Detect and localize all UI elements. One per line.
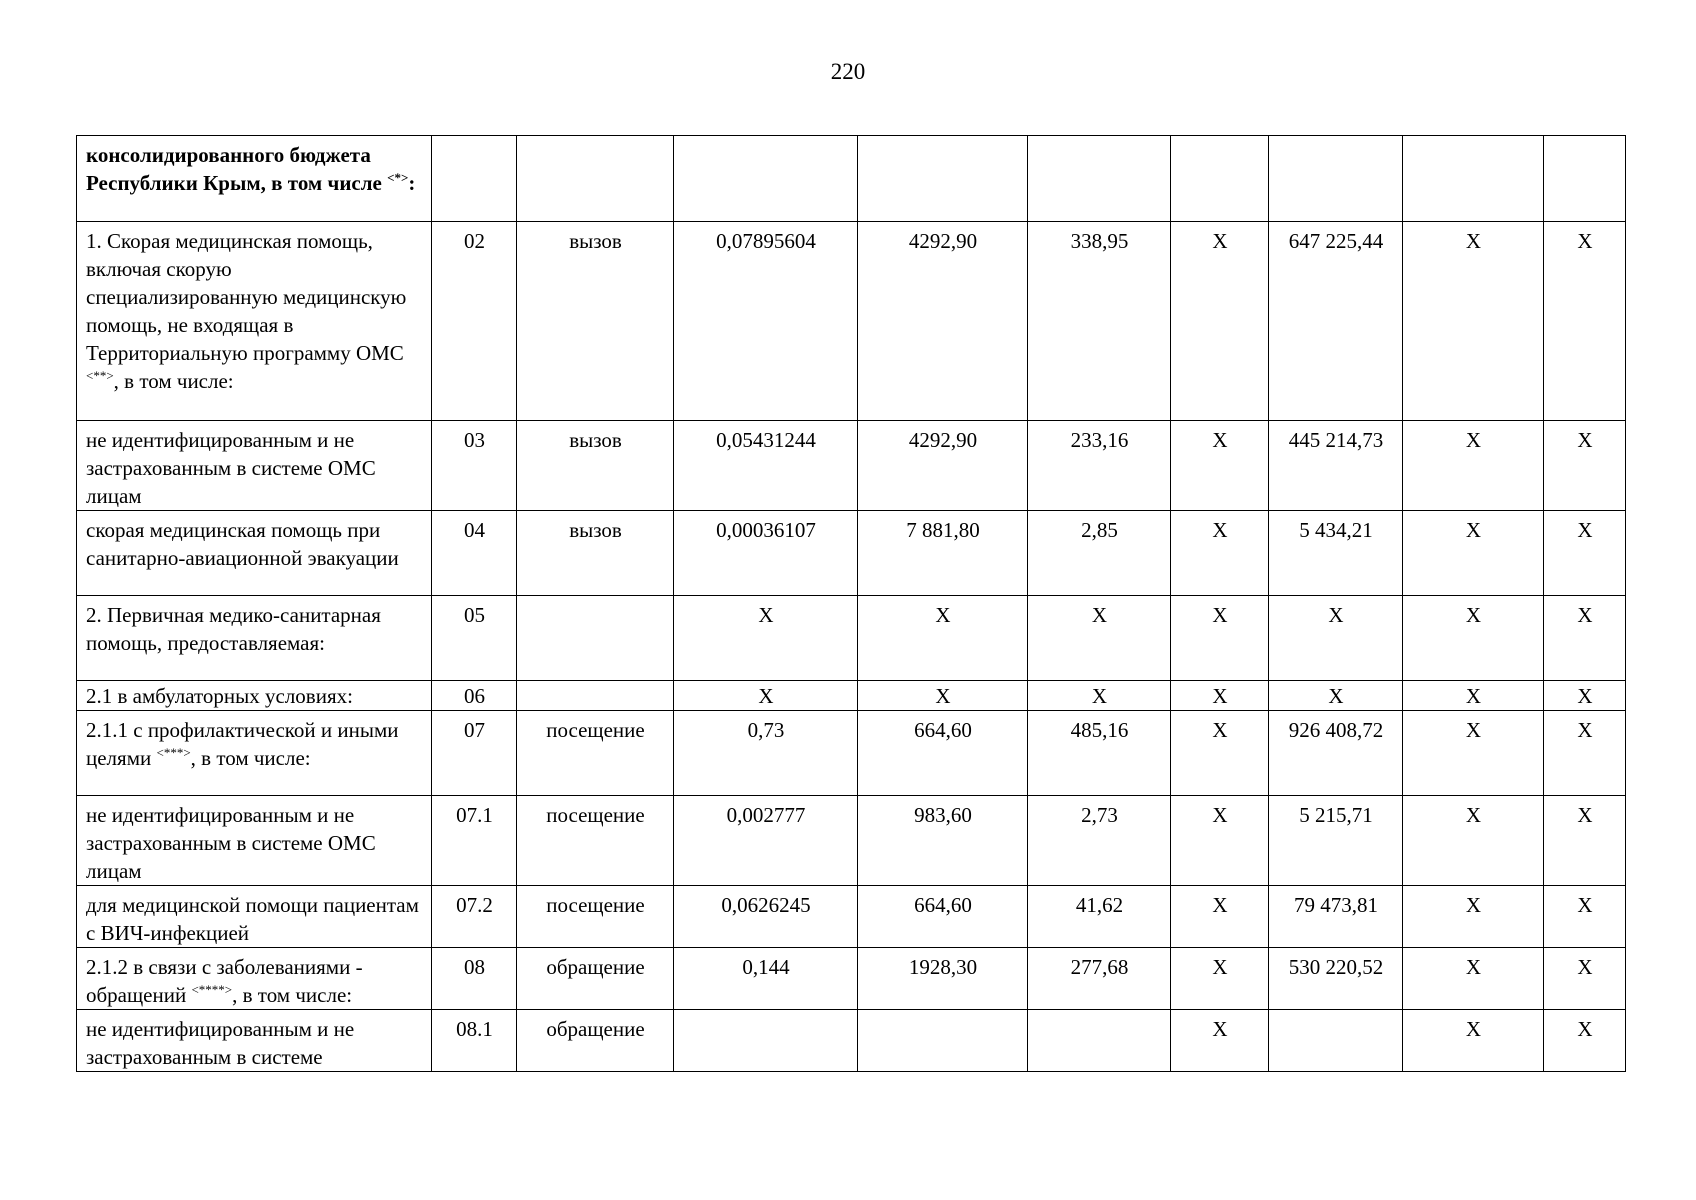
row-col8: 647 225,44 [1269,222,1403,421]
row-col8 [1269,136,1403,222]
row-unit [517,681,674,711]
row-unit: обращение [517,948,674,1010]
row-col6: 2,73 [1028,796,1171,886]
row-code: 03 [432,421,517,511]
row-col7 [1171,136,1269,222]
row-col8: X [1269,596,1403,681]
row-code: 08.1 [432,1010,517,1072]
row-col4: 0,144 [674,948,858,1010]
row-col10: X [1544,421,1626,511]
row-col5: 7 881,80 [858,511,1028,596]
table-row [77,886,1626,948]
row-col6: 277,68 [1028,948,1171,1010]
row-col7: X [1171,1010,1269,1072]
table-row [77,596,1626,681]
row-name: 2.1.2 в связи с заболеваниями - обращений <****>, в том числе: [77,948,432,1010]
row-col6: 338,95 [1028,222,1171,421]
row-name: для медицинской помощи пациентам с ВИЧ-инфекцией [77,886,432,948]
row-col9: X [1403,948,1544,1010]
row-col7: X [1171,511,1269,596]
row-name: не идентифицированным и не застрахованным в системе ОМС лицам [77,796,432,886]
footnote-marker: <**> [86,368,114,383]
row-col5 [858,1010,1028,1072]
row-col5: 4292,90 [858,421,1028,511]
row-col8: 5 434,21 [1269,511,1403,596]
row-col10: X [1544,222,1626,421]
row-col9: X [1403,886,1544,948]
row-unit [517,596,674,681]
row-col5: 664,60 [858,886,1028,948]
row-name: 2. Первичная медико-санитарная помощь, предоставляемая: [77,596,432,681]
row-col10: X [1544,596,1626,681]
row-col5: 1928,30 [858,948,1028,1010]
row-col4: X [674,681,858,711]
table-row [77,421,1626,511]
row-col5: 4292,90 [858,222,1028,421]
row-col10: X [1544,948,1626,1010]
row-col4: 0,05431244 [674,421,858,511]
row-col4 [674,136,858,222]
row-col8 [1269,1010,1403,1072]
row-col6: X [1028,681,1171,711]
row-col5: X [858,681,1028,711]
funding-table [76,135,1626,1072]
row-col7: X [1171,681,1269,711]
table-row [77,136,1626,222]
row-name: 1. Скорая медицинская помощь, включая скорую специализированную медицинскую помощь, не входящая в Территориальную программу ОМС <**>, в том числе: [77,222,432,421]
row-col9: X [1403,596,1544,681]
row-name: 2.1.1 с профилактической и иными целями <***>, в том числе: [77,711,432,796]
row-code: 02 [432,222,517,421]
row-col7: X [1171,948,1269,1010]
table-row [77,1010,1626,1072]
row-unit: посещение [517,886,674,948]
row-col9: X [1403,711,1544,796]
row-col7: X [1171,886,1269,948]
row-col8: 5 215,71 [1269,796,1403,886]
row-name: 2.1 в амбулаторных условиях: [77,681,432,711]
table-row [77,948,1626,1010]
row-col6 [1028,136,1171,222]
table-row [77,681,1626,711]
table-row [77,796,1626,886]
row-col4: 0,00036107 [674,511,858,596]
row-col10: X [1544,886,1626,948]
footnote-marker: <***> [156,745,191,760]
row-col6: 485,16 [1028,711,1171,796]
row-col10: X [1544,796,1626,886]
row-unit: посещение [517,796,674,886]
row-col9: X [1403,1010,1544,1072]
row-name: не идентифицированным и не застрахованным в системе [77,1010,432,1072]
row-col7: X [1171,421,1269,511]
row-code: 05 [432,596,517,681]
row-unit: вызов [517,222,674,421]
row-col5: 983,60 [858,796,1028,886]
row-name: консолидированного бюджета Республики Крым, в том числе <*>: [77,136,432,222]
footnote-marker: <****> [191,982,233,997]
row-unit: посещение [517,711,674,796]
row-col6: X [1028,596,1171,681]
footnote-marker: <*> [387,170,409,185]
row-code [432,136,517,222]
row-name: скорая медицинская помощь при санитарно-авиационной эвакуации [77,511,432,596]
row-name: не идентифицированным и не застрахованным в системе ОМС лицам [77,421,432,511]
row-unit: вызов [517,511,674,596]
row-col8: 530 220,52 [1269,948,1403,1010]
row-col6: 41,62 [1028,886,1171,948]
row-col6: 233,16 [1028,421,1171,511]
row-col9: X [1403,222,1544,421]
row-col4 [674,1010,858,1072]
row-col8: 79 473,81 [1269,886,1403,948]
row-col4: X [674,596,858,681]
row-col10: X [1544,511,1626,596]
row-code: 06 [432,681,517,711]
row-col9 [1403,136,1544,222]
row-col4: 0,73 [674,711,858,796]
row-unit: обращение [517,1010,674,1072]
row-col8: 445 214,73 [1269,421,1403,511]
row-col10 [1544,136,1626,222]
row-col5 [858,136,1028,222]
row-col9: X [1403,681,1544,711]
row-col5: X [858,596,1028,681]
row-code: 07.1 [432,796,517,886]
row-code: 07 [432,711,517,796]
row-col7: X [1171,796,1269,886]
table-row [77,711,1626,796]
row-code: 04 [432,511,517,596]
row-code: 07.2 [432,886,517,948]
row-col7: X [1171,222,1269,421]
row-col4: 0,0626245 [674,886,858,948]
row-col4: 0,002777 [674,796,858,886]
row-col5: 664,60 [858,711,1028,796]
row-col9: X [1403,421,1544,511]
table-row [77,511,1626,596]
row-col8: X [1269,681,1403,711]
row-unit: вызов [517,421,674,511]
row-col10: X [1544,711,1626,796]
row-col7: X [1171,596,1269,681]
row-col9: X [1403,796,1544,886]
row-col10: X [1544,1010,1626,1072]
row-col6: 2,85 [1028,511,1171,596]
row-code: 08 [432,948,517,1010]
row-col4: 0,07895604 [674,222,858,421]
row-unit [517,136,674,222]
row-col6 [1028,1010,1171,1072]
row-col8: 926 408,72 [1269,711,1403,796]
row-col7: X [1171,711,1269,796]
row-col9: X [1403,511,1544,596]
row-col10: X [1544,681,1626,711]
table-row [77,222,1626,421]
page-number: 220 [830,59,866,84]
